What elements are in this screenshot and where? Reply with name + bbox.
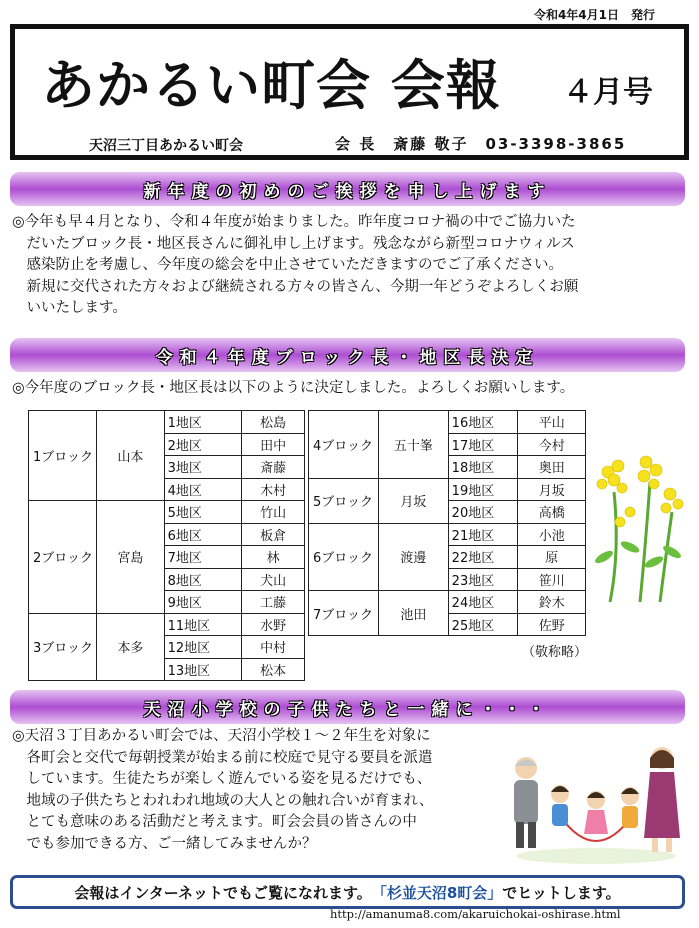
district-name: 2地区: [164, 433, 242, 456]
district-leader: 月坂: [518, 478, 586, 501]
greeting-banner: 新年度の初めのご挨拶を申し上げます: [10, 172, 685, 206]
district-name: 8地区: [164, 568, 242, 591]
district-name: 1地区: [164, 411, 242, 434]
district-leader: 斎藤: [242, 456, 305, 479]
organization-name: 天沼三丁目あかるい町会: [89, 138, 243, 154]
district-name: 24地区: [448, 591, 518, 614]
block-leader: 月坂: [378, 478, 448, 523]
district-leader: 林: [242, 546, 305, 569]
district-leader: 松本: [242, 658, 305, 681]
district-leader: 奥田: [518, 456, 586, 479]
table-row: [309, 478, 586, 501]
district-leader: 竹山: [242, 501, 305, 524]
issue-month: ４月号: [563, 75, 653, 110]
footer-notice: [10, 875, 685, 909]
district-name: 6地区: [164, 523, 242, 546]
table-row: [29, 501, 305, 524]
block-leader: 山本: [97, 411, 165, 501]
district-leader: 原: [518, 546, 586, 569]
district-leader: 松島: [242, 411, 305, 434]
district-leader: 平山: [518, 411, 586, 434]
district-name: 13地区: [164, 658, 242, 681]
district-name: 4地区: [164, 478, 242, 501]
block-name: 4ブロック: [309, 411, 379, 479]
footer-text: 会報はインターネットでもご覧になれます。: [74, 883, 372, 902]
website-url[interactable]: http://amanuma8.com/akaruichokai-oshirase.html: [330, 907, 621, 921]
district-leader: 木村: [242, 478, 305, 501]
district-leader: 小池: [518, 523, 586, 546]
footer-text-end: でヒットします。: [502, 883, 621, 902]
block-leader: 渡邊: [378, 523, 448, 591]
block-leader: 五十峯: [378, 411, 448, 479]
table-row: [29, 411, 305, 434]
block-leader: 池田: [378, 591, 448, 636]
district-name: 12地区: [164, 636, 242, 659]
footer-search-keyword: 「杉並天沼8町会」: [371, 883, 503, 902]
table-row: [309, 591, 586, 614]
children-skipping-rope-illustration: [502, 738, 690, 866]
district-name: 16地区: [448, 411, 518, 434]
school-text: ◎天沼３丁目あかるい町会では、天沼小学校１～２年生を対象に 各町会と交代で毎朝授業が始まる前に校庭で見守る要員を派遣 しています。生徒たちが楽しく遊んでいる姿を見るだけでも、 地域の子供たちとわれわれ地域の大人との触れ合いが育まれ、 とても意味のある活動だと考えます。町会会員の皆さんの中 でも参加できる方、ご一緒してみませんか？: [12, 728, 434, 852]
block-table-right: [308, 410, 586, 636]
district-leader: 犬山: [242, 568, 305, 591]
district-name: 11地区: [164, 613, 242, 636]
district-name: 21地区: [448, 523, 518, 546]
district-leader: 佐野: [518, 613, 586, 636]
district-leader: 中村: [242, 636, 305, 659]
rapeseed-flower-illustration: [590, 452, 684, 602]
issue-date: 令和4年4月1日 発行: [533, 8, 655, 22]
district-name: 20地区: [448, 501, 518, 524]
district-name: 17地区: [448, 433, 518, 456]
block-leader: 宮島: [97, 501, 165, 614]
table-row: [309, 411, 586, 434]
district-name: 9地区: [164, 591, 242, 614]
block-name: 3ブロック: [29, 613, 97, 681]
district-name: 3地区: [164, 456, 242, 479]
honorific-note: （敬称略）: [522, 645, 588, 660]
district-name: 23地区: [448, 568, 518, 591]
district-leader: 水野: [242, 613, 305, 636]
district-leader: 鈴木: [518, 591, 586, 614]
district-leader: 工藤: [242, 591, 305, 614]
greeting-text: ◎今年も早４月となり、令和４年度が始まりました。昨年度コロナ禍の中でご協力いた だいたブロック長・地区長さんに御礼申し上げます。残念ながら新型コロナウィルス 感染防止を考慮し、今年度の総会を中止させていただきますのでご了承ください。 新規に交代された方々および継続される方々の皆さん、今期一年どうぞよろしくお願 いいたします。: [12, 214, 579, 316]
block-name: 6ブロック: [309, 523, 379, 591]
district-name: 18地区: [448, 456, 518, 479]
district-leader: 板倉: [242, 523, 305, 546]
block-name: 2ブロック: [29, 501, 97, 614]
newsletter-title: あかるい町会 会報: [41, 54, 501, 117]
district-name: 25地区: [448, 613, 518, 636]
district-leader: 笹川: [518, 568, 586, 591]
district-leader: 田中: [242, 433, 305, 456]
block-name: 5ブロック: [309, 478, 379, 523]
district-name: 7地区: [164, 546, 242, 569]
district-name: 5地区: [164, 501, 242, 524]
district-leader: 高橋: [518, 501, 586, 524]
school-banner: 天沼小学校の子供たちと一緒に・・・: [10, 690, 685, 724]
district-name: 22地区: [448, 546, 518, 569]
block-leaders-intro: ◎今年度のブロック長・地区長は以下のように決定しました。よろしくお願いします。: [12, 380, 575, 396]
newsletter-header: [10, 24, 689, 160]
block-leader: 本多: [97, 613, 165, 681]
table-row: [309, 523, 586, 546]
district-name: 19地区: [448, 478, 518, 501]
district-leader: 今村: [518, 433, 586, 456]
block-name: 7ブロック: [309, 591, 379, 636]
president-contact: 会 長 斎藤 敬子 03-3398-3865: [335, 135, 627, 153]
block-name: 1ブロック: [29, 411, 97, 501]
table-row: [29, 613, 305, 636]
block-leaders-banner: 令和４年度ブロック長・地区長決定: [10, 338, 685, 372]
block-table-left: [28, 410, 305, 681]
